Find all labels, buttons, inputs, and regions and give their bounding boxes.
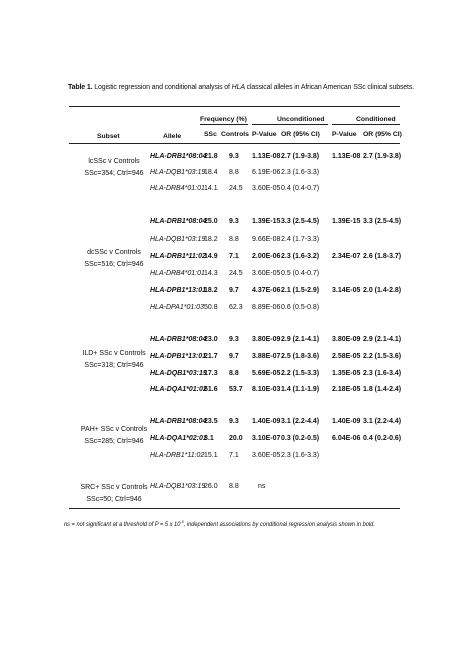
allele-cell: HLA-DPA1*01:03 <box>150 304 204 311</box>
pvalue-cell: 3.80E-09 <box>252 336 281 343</box>
pvalue-cell: 5.69E-05 <box>252 370 281 377</box>
pvalue-cell: 3.60E-05 <box>252 185 281 192</box>
unconditioned-underline <box>252 124 328 125</box>
ssc-cell: 18.4 <box>204 169 218 176</box>
allele-cell: HLA-DRB1*08:04 <box>150 418 207 425</box>
allele-cell: HLA-DRB1*11:02 <box>150 253 206 260</box>
ssc-cell: 21.7 <box>204 353 218 360</box>
or-cell: 3.3 (2.5-4.5) <box>281 218 320 225</box>
ssc-cell: 15.1 <box>204 452 218 459</box>
allele-cell: HLA-DRB1*08:04 <box>150 336 207 343</box>
subset-label <box>70 482 158 506</box>
allele-cell: HLA-DRB4*01:01 <box>150 185 205 192</box>
pvalue-cell: 4.37E-06 <box>252 287 281 294</box>
subset-label <box>70 424 158 448</box>
conditioned-pvalue-cell: 2.58E-05 <box>332 353 361 360</box>
ssc-cell: 21.8 <box>204 153 218 160</box>
allele-cell: HLA-DQB1*03:19 <box>150 236 206 243</box>
ssc-cell: 18.2 <box>204 287 218 294</box>
or-cell: 2.9 (2.1-4.1) <box>281 336 320 343</box>
ssc-cell: 25.0 <box>204 218 218 225</box>
conditioned-pvalue-cell: 3.14E-05 <box>332 287 361 294</box>
pvalue-cell: 3.60E-05 <box>252 270 281 277</box>
conditioned-pvalue-cell: 6.04E-06 <box>332 435 361 442</box>
subset-counts: SSc=50; Ctrl=946 <box>86 496 142 503</box>
conditioned-pvalue-cell: 1.40E-09 <box>332 418 361 425</box>
controls-cell: 62.3 <box>229 304 243 311</box>
controls-cell: 24.5 <box>229 270 243 277</box>
ssc-cell: 23.0 <box>204 336 218 343</box>
subset-name: PAH+ SSc v Controls <box>80 426 148 433</box>
or-cell: 0.4 (0.4-0.7) <box>281 185 320 192</box>
subset-name: ILD+ SSc v Controls <box>82 350 146 357</box>
ssc-cell: 50.8 <box>204 304 218 311</box>
or-cell: 2.3 (1.6-3.3) <box>281 169 320 176</box>
table-label: Table 1. <box>68 82 93 91</box>
conditioned-or-cell: 2.0 (1.4-2.8) <box>363 287 402 294</box>
allele-header: Allele <box>163 133 182 140</box>
or-cell: 2.1 (1.5-2.9) <box>281 287 320 294</box>
subset-counts: SSc=285; Ctrl=946 <box>84 438 144 445</box>
or-cell: 2.3 (1.6-3.3) <box>281 452 320 459</box>
pvalue-cell: 8.89E-06 <box>252 304 281 311</box>
pvalue-cell: 9.66E-08 <box>252 236 281 243</box>
subset-label <box>70 348 158 372</box>
allele-cell: HLA-DPB1*13:01 <box>150 287 207 294</box>
or-cell: 0.5 (0.4-0.7) <box>281 270 320 277</box>
pvalue-cell: 1.13E-08 <box>252 153 281 160</box>
or-cell: 2.2 (1.5-3.3) <box>281 370 320 377</box>
controls-cell: 7.1 <box>229 452 239 459</box>
top-rule <box>69 106 400 107</box>
or-cell: 0.6 (0.5-0.8) <box>281 304 320 311</box>
subset-counts: SSc=516; Ctrl=946 <box>84 261 144 268</box>
pvalue-cell: 3.60E-05 <box>252 452 281 459</box>
subset-header: Subset <box>97 133 120 140</box>
allele-cell: HLA-DRB1*11:02 <box>150 452 205 459</box>
allele-cell: HLA-DRB1*08:04 <box>150 218 207 225</box>
footnote-exponent: -5 <box>180 519 184 524</box>
conditioned-pvalue-cell: 2.34E-07 <box>332 253 361 260</box>
controls-cell: 9.7 <box>229 353 239 360</box>
conditioned-or-cell: 2.7 (1.9-3.8) <box>363 153 402 160</box>
subset-name: SRC+ SSc v Controls <box>80 484 148 491</box>
ssc-cell: 26.0 <box>204 483 218 490</box>
pvalue-cell: 3.88E-07 <box>252 353 281 360</box>
or-cell: 0.3 (0.2-0.5) <box>281 435 320 442</box>
controls-cell: 9.7 <box>229 287 239 294</box>
conditioned-or-cell: 1.8 (1.4-2.4) <box>363 386 402 393</box>
ssc-cell: 18.2 <box>204 236 218 243</box>
subset-counts: SSc=354; Ctrl=946 <box>84 170 144 177</box>
pvalue-header: P-Value <box>252 131 277 138</box>
controls-cell: 9.3 <box>229 418 239 425</box>
subset-name: lcSSc v Controls <box>88 158 140 165</box>
or-cell: 1.4 (1.1-1.9) <box>281 386 320 393</box>
or-cell: 2.4 (1.7-3.3) <box>281 236 320 243</box>
controls-cell: 8.8 <box>229 370 239 377</box>
allele-cell: HLA-DQA1*01:02 <box>150 386 207 393</box>
footnote-text-pre: ns = not significant at a threshold of P = 5 x 10 <box>64 521 181 529</box>
allele-cell: HLA-DQB1*03:19 <box>150 169 206 176</box>
conditioned-pvalue-cell: 2.18E-05 <box>332 386 361 393</box>
allele-cell: HLA-DPB1*13:01 <box>150 353 207 360</box>
or-cell: 2.3 (1.6-3.2) <box>281 253 320 260</box>
bottom-rule <box>69 508 400 509</box>
allele-cell: HLA-DRB4*01:01 <box>150 270 205 277</box>
conditioned-or-ci-header: OR (95% CI) <box>363 131 402 138</box>
controls-cell: 20.0 <box>229 435 243 442</box>
table-footnote <box>64 519 445 528</box>
table-caption <box>68 82 436 91</box>
controls-cell: 7.1 <box>229 253 239 260</box>
allele-cell: HLA-DQB1*03:19 <box>150 370 207 377</box>
frequency-underline <box>200 124 248 125</box>
controls-cell: 8.8 <box>229 169 239 176</box>
header-rule <box>69 143 400 144</box>
or-cell: 2.7 (1.9-3.8) <box>281 153 320 160</box>
controls-cell: 53.7 <box>229 386 243 393</box>
conditioned-pvalue-cell: 3.80E-09 <box>332 336 361 343</box>
conditioned-or-cell: 2.3 (1.6-3.4) <box>363 370 402 377</box>
controls-cell: 9.3 <box>229 153 239 160</box>
allele-cell: HLA-DQA1*02:01 <box>150 435 207 442</box>
allele-cell: HLA-DQB1*03:19 <box>150 483 206 490</box>
controls-header: Controls <box>221 131 249 138</box>
subset-counts: SSc=318; Ctrl=946 <box>84 362 144 369</box>
conditioned-or-cell: 2.2 (1.5-3.6) <box>363 353 402 360</box>
pvalue-cell: 1.39E-15 <box>252 218 281 225</box>
frequency-header: Frequency (%) <box>200 116 247 123</box>
allele-cell: HLA-DRB1*08:04 <box>150 153 207 160</box>
subset-label <box>70 156 158 180</box>
conditioned-header: Conditioned <box>356 116 396 123</box>
controls-cell: 9.3 <box>229 218 239 225</box>
conditioned-pvalue-header: P-Value <box>332 131 357 138</box>
pvalue-cell: ns <box>258 483 266 490</box>
conditioned-or-cell: 0.4 (0.2-0.6) <box>363 435 402 442</box>
pvalue-cell: 3.10E-07 <box>252 435 281 442</box>
ssc-cell: 61.6 <box>204 386 218 393</box>
conditioned-pvalue-cell: 1.39E-15 <box>332 218 361 225</box>
unconditioned-header: Unconditioned <box>277 116 325 123</box>
conditioned-or-cell: 3.3 (2.5-4.5) <box>363 218 402 225</box>
controls-cell: 8.8 <box>229 236 239 243</box>
conditioned-pvalue-cell: 1.35E-05 <box>332 370 361 377</box>
ssc-cell: 14.1 <box>204 185 218 192</box>
conditioned-underline <box>332 124 400 125</box>
or-cell: 3.1 (2.2-4.4) <box>281 418 320 425</box>
caption-locus: HLA <box>231 82 245 91</box>
pvalue-cell: 2.00E-06 <box>252 253 281 260</box>
or-ci-header: OR (95% CI) <box>281 131 320 138</box>
conditioned-or-cell: 2.9 (2.1-4.1) <box>363 336 402 343</box>
subset-label <box>70 247 158 271</box>
or-cell: 2.5 (1.8-3.6) <box>281 353 320 360</box>
pvalue-cell: 8.10E-03 <box>252 386 281 393</box>
ssc-cell: 23.5 <box>204 418 218 425</box>
controls-cell: 9.3 <box>229 336 239 343</box>
conditioned-or-cell: 2.6 (1.8-3.7) <box>363 253 402 260</box>
ssc-cell: 14.9 <box>204 253 218 260</box>
pvalue-cell: 6.19E-06 <box>252 169 281 176</box>
footnote-text-post: , independent associations by conditional regression analysis shown in bold. <box>183 521 375 529</box>
controls-cell: 8.8 <box>229 483 239 490</box>
ssc-header: SSc <box>204 131 217 138</box>
ssc-cell: 17.3 <box>204 370 218 377</box>
caption-text-post: classical alleles in African American SSc clinical subsets. <box>244 82 415 91</box>
controls-cell: 24.5 <box>229 185 243 192</box>
caption-text-pre: Logistic regression and conditional analysis of <box>92 82 232 91</box>
conditioned-pvalue-cell: 1.13E-08 <box>332 153 361 160</box>
ssc-cell: 14.3 <box>204 270 218 277</box>
subset-name: dcSSc v Controls <box>87 249 141 256</box>
pvalue-cell: 1.40E-09 <box>252 418 281 425</box>
ssc-cell: 8.1 <box>204 435 214 442</box>
conditioned-or-cell: 3.1 (2.2-4.4) <box>363 418 402 425</box>
